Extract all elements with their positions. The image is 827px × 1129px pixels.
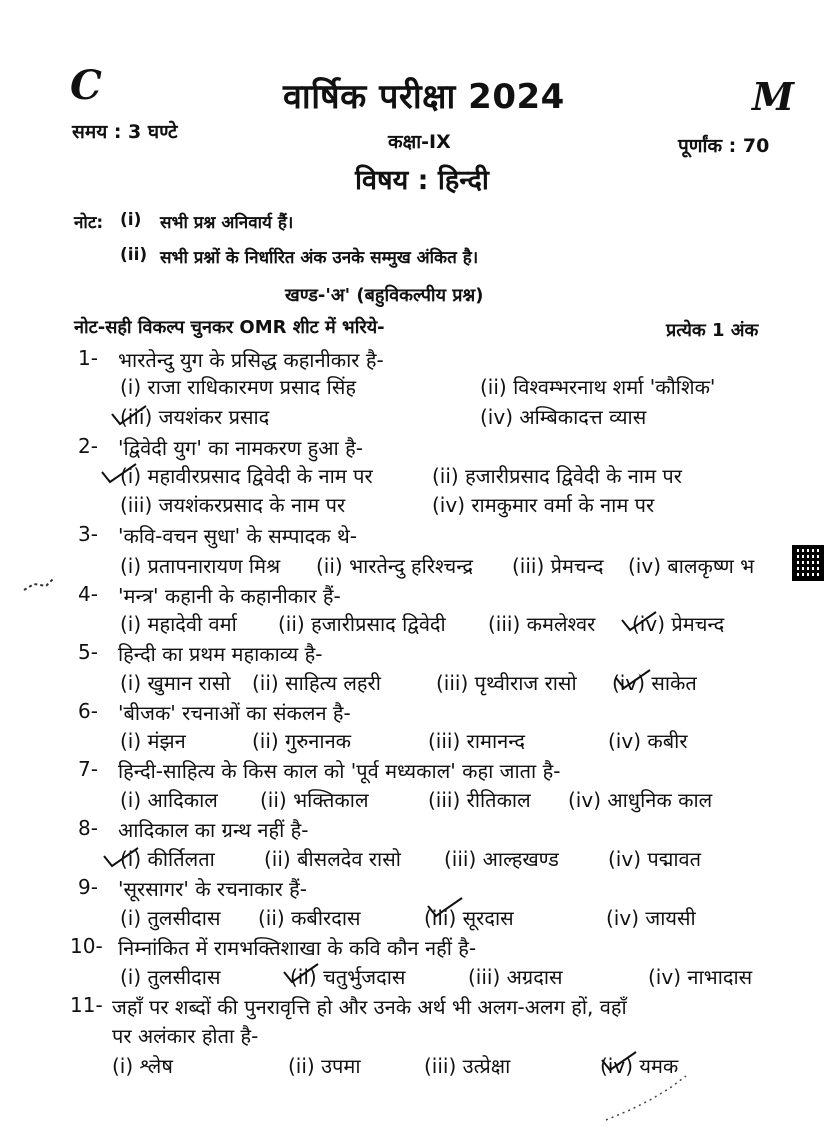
option: (iii) उत्प्रेक्षा bbox=[424, 1054, 511, 1078]
option: (i) खुमान रासो bbox=[120, 671, 231, 695]
question-number: 2- bbox=[78, 434, 98, 458]
option: (i) श्लेष bbox=[112, 1054, 173, 1078]
option: (iii) प्रेमचन्द bbox=[512, 554, 604, 578]
question-text: हिन्दी-साहित्य के किस काल को 'पूर्व मध्यकाल' कहा जाता है- bbox=[118, 759, 561, 783]
option: (iii) रीतिकाल bbox=[428, 788, 531, 812]
option: (iv) साकेत bbox=[612, 671, 697, 695]
full-marks: पूर्णांक : 70 bbox=[678, 135, 770, 157]
question-text: 'मन्त्र' कहानी के कहानीकार हैं- bbox=[118, 584, 341, 608]
option: (i) तुलसीदास bbox=[120, 965, 221, 989]
question-number: 9- bbox=[78, 875, 98, 899]
question-number: 7- bbox=[78, 757, 98, 781]
question-number: 11- bbox=[70, 993, 103, 1017]
question-number: 10- bbox=[70, 934, 103, 958]
option: (i) मंझन bbox=[120, 729, 186, 753]
question-text: निम्नांकित में रामभक्तिशाखा के कवि कौन नहीं है- bbox=[118, 936, 477, 960]
option: (iii) रामानन्द bbox=[428, 729, 526, 753]
question-number: 8- bbox=[78, 816, 98, 840]
option: (iv) यमक bbox=[600, 1054, 679, 1078]
option: (ii) हजारीप्रसाद द्विवेदी bbox=[278, 612, 446, 636]
option: (iv) बालकृष्ण भ bbox=[628, 554, 755, 578]
option: (iv) अम्बिकादत्त व्यास bbox=[480, 405, 647, 429]
section-note: नोट-सही विकल्प चुनकर OMR शीट में भरिये- bbox=[74, 317, 385, 338]
option: (ii) गुरुनानक bbox=[252, 729, 352, 753]
section-title: खण्ड-'अ' (बहुविकल्पीय प्रश्न) bbox=[285, 285, 484, 306]
option: (iv) प्रेमचन्द bbox=[632, 612, 725, 636]
option: (ii) चतुर्भुजदास bbox=[290, 965, 406, 989]
option: (i) राजा राधिकारमण प्रसाद सिंह bbox=[120, 375, 356, 399]
medium-code: M bbox=[752, 74, 795, 119]
option: (i) कीर्तिलता bbox=[120, 847, 215, 871]
question-text: 'कवि-वचन सुधा' के सम्पादक थे- bbox=[118, 524, 357, 548]
option: (i) तुलसीदास bbox=[120, 906, 221, 930]
instruction-text: सभी प्रश्न अनिवार्य हैं। bbox=[160, 213, 294, 233]
question-number: 3- bbox=[78, 522, 98, 546]
option: (ii) कबीरदास bbox=[258, 906, 361, 930]
option: (i) महावीरप्रसाद द्विवेदी के नाम पर bbox=[120, 464, 373, 488]
option: (iv) आधुनिक काल bbox=[568, 788, 713, 812]
question-text: 'द्विवेदी युग' का नामकरण हुआ है- bbox=[118, 436, 363, 460]
question-number: 6- bbox=[78, 699, 98, 723]
exam-time: समय : 3 घण्टे bbox=[72, 121, 178, 143]
instruction-text: सभी प्रश्नों के निर्धारित अंक उनके सम्मुख अंकित है। bbox=[160, 248, 479, 268]
instruction-num: (i) bbox=[120, 210, 142, 230]
question-text: जहाँ पर शब्दों की पुनरावृत्ति हो और उनके अर्थ भी अलग-अलग हों, वहाँ bbox=[112, 995, 627, 1019]
option: (iii) जयशंकरप्रसाद के नाम पर bbox=[120, 493, 346, 517]
scan-noise bbox=[20, 570, 60, 600]
option: (iv) रामकुमार वर्मा के नाम पर bbox=[432, 493, 655, 517]
option: (ii) साहित्य लहरी bbox=[252, 671, 381, 695]
option: (iii) पृथ्वीराज रासो bbox=[436, 671, 577, 695]
option: (iii) कमलेश्वर bbox=[488, 612, 596, 636]
option: (i) आदिकाल bbox=[120, 788, 218, 812]
qr-code bbox=[792, 545, 824, 581]
option: (ii) उपमा bbox=[288, 1054, 361, 1078]
question-text-continued: पर अलंकार होता है- bbox=[112, 1024, 259, 1048]
option: (iii) आल्हखण्ड bbox=[444, 847, 559, 871]
subject: विषय : हिन्दी bbox=[355, 165, 489, 196]
question-number: 4- bbox=[78, 582, 98, 606]
option: (ii) हजारीप्रसाद द्विवेदी के नाम पर bbox=[432, 464, 682, 488]
option: (ii) भक्तिकाल bbox=[260, 788, 369, 812]
section-marks: प्रत्येक 1 अंक bbox=[666, 320, 759, 341]
option: (i) महादेवी वर्मा bbox=[120, 612, 237, 636]
question-number: 5- bbox=[78, 640, 98, 664]
question-text: 'सूरसागर' के रचनाकार हैं- bbox=[118, 877, 307, 901]
question-text: 'बीजक' रचनाओं का संकलन है- bbox=[118, 701, 351, 725]
option: (ii) विश्वम्भरनाथ शर्मा 'कौशिक' bbox=[480, 375, 716, 399]
exam-class: कक्षा-IX bbox=[388, 131, 451, 153]
question-text: भारतेन्दु युग के प्रसिद्ध कहानीकार है- bbox=[118, 348, 384, 372]
option: (iv) नाभादास bbox=[648, 965, 753, 989]
question-number: 1- bbox=[78, 346, 98, 370]
exam-title: वार्षिक परीक्षा 2024 bbox=[283, 77, 565, 117]
option: (ii) बीसलदेव रासो bbox=[264, 847, 401, 871]
option: (iv) पद्मावत bbox=[608, 847, 702, 871]
question-text: आदिकाल का ग्रन्थ नहीं है- bbox=[118, 818, 309, 842]
option: (i) प्रतापनारायण मिश्र bbox=[120, 554, 281, 578]
option: (ii) भारतेन्दु हरिश्चन्द्र bbox=[316, 554, 474, 578]
instruction-label: नोट: bbox=[74, 213, 104, 233]
option: (iii) जयशंकर प्रसाद bbox=[120, 405, 270, 429]
option: (iv) कबीर bbox=[608, 729, 688, 753]
option: (iii) अग्रदास bbox=[468, 965, 563, 989]
option: (iv) जायसी bbox=[606, 906, 696, 930]
option: (iii) सूरदास bbox=[424, 906, 514, 930]
instruction-num: (ii) bbox=[120, 245, 148, 265]
question-text: हिन्दी का प्रथम महाकाव्य है- bbox=[118, 642, 323, 666]
set-code: C bbox=[70, 62, 102, 109]
